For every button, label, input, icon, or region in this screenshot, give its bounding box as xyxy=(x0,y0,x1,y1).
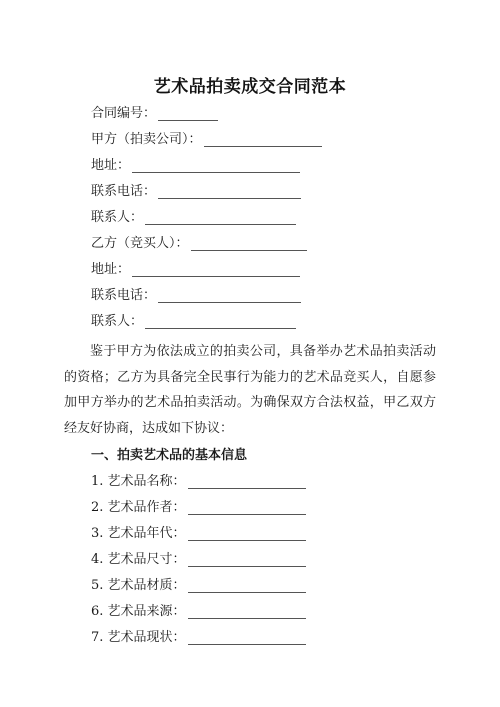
fill-blank-line[interactable] xyxy=(158,288,301,303)
intro-paragraph: 鉴于甲方为依法成立的拍卖公司，具备举办艺术品拍卖活动的资格；乙方为具备完全民事行为能力的艺术品竞买人，自愿参加甲方举办的艺术品拍卖活动。为确保双方合法权益，甲乙双方经友好协商，达成如下协议： xyxy=(64,344,436,436)
fill-blank-line[interactable] xyxy=(204,132,322,147)
field-label: 乙方（竞买人）： xyxy=(91,236,189,251)
artwork-material-field xyxy=(91,576,306,596)
artwork-era-field xyxy=(91,524,306,544)
field-label: 联系电话： xyxy=(91,288,157,303)
field-label: 联系人： xyxy=(91,314,144,329)
contract-number-field xyxy=(91,104,218,124)
artwork-condition-field xyxy=(91,628,306,648)
field-label: 地址： xyxy=(91,158,131,173)
fill-blank-line[interactable] xyxy=(191,236,307,251)
party-b-contact-field xyxy=(91,312,296,332)
field-label: 7. 艺术品现状： xyxy=(91,630,186,645)
field-label: 地址： xyxy=(91,262,131,277)
section-heading: 一、拍卖艺术品的基本信息 xyxy=(91,448,248,463)
party-a-phone-field xyxy=(91,182,301,202)
fill-blank-line[interactable] xyxy=(188,630,306,645)
field-label: 3. 艺术品年代： xyxy=(91,526,186,541)
fill-blank-line[interactable] xyxy=(188,526,306,541)
party-a-contact-field xyxy=(91,208,296,228)
fill-blank-line[interactable] xyxy=(158,184,301,199)
field-label: 甲方（拍卖公司）： xyxy=(91,132,202,147)
fill-blank-line[interactable] xyxy=(158,106,218,121)
field-label: 联系电话： xyxy=(91,184,157,199)
artwork-name-field xyxy=(91,472,306,492)
field-label: 6. 艺术品来源： xyxy=(91,604,186,619)
party-a-address-field xyxy=(91,156,300,176)
party-b-phone-field xyxy=(91,286,301,306)
party-b-field xyxy=(91,234,307,254)
fill-blank-line[interactable] xyxy=(132,262,300,277)
field-label: 1. 艺术品名称： xyxy=(91,474,186,489)
fill-blank-line[interactable] xyxy=(132,158,300,173)
fill-blank-line[interactable] xyxy=(188,578,306,593)
fill-blank-line[interactable] xyxy=(188,552,306,567)
fill-blank-line[interactable] xyxy=(188,474,306,489)
field-label: 4. 艺术品尺寸： xyxy=(91,552,186,567)
fill-blank-line[interactable] xyxy=(188,604,306,619)
field-label: 联系人： xyxy=(91,210,144,225)
field-label: 2. 艺术品作者： xyxy=(91,500,186,515)
fill-blank-line[interactable] xyxy=(145,314,296,329)
document-title: 艺术品拍卖成交合同范本 xyxy=(153,77,347,97)
fill-blank-line[interactable] xyxy=(188,500,306,515)
party-a-field xyxy=(91,130,322,150)
fill-blank-line[interactable] xyxy=(145,210,296,225)
artwork-source-field xyxy=(91,602,306,622)
field-label: 合同编号： xyxy=(91,106,157,121)
field-label: 5. 艺术品材质： xyxy=(91,578,186,593)
artwork-author-field xyxy=(91,498,306,518)
artwork-size-field xyxy=(91,550,306,570)
party-b-address-field xyxy=(91,260,300,280)
